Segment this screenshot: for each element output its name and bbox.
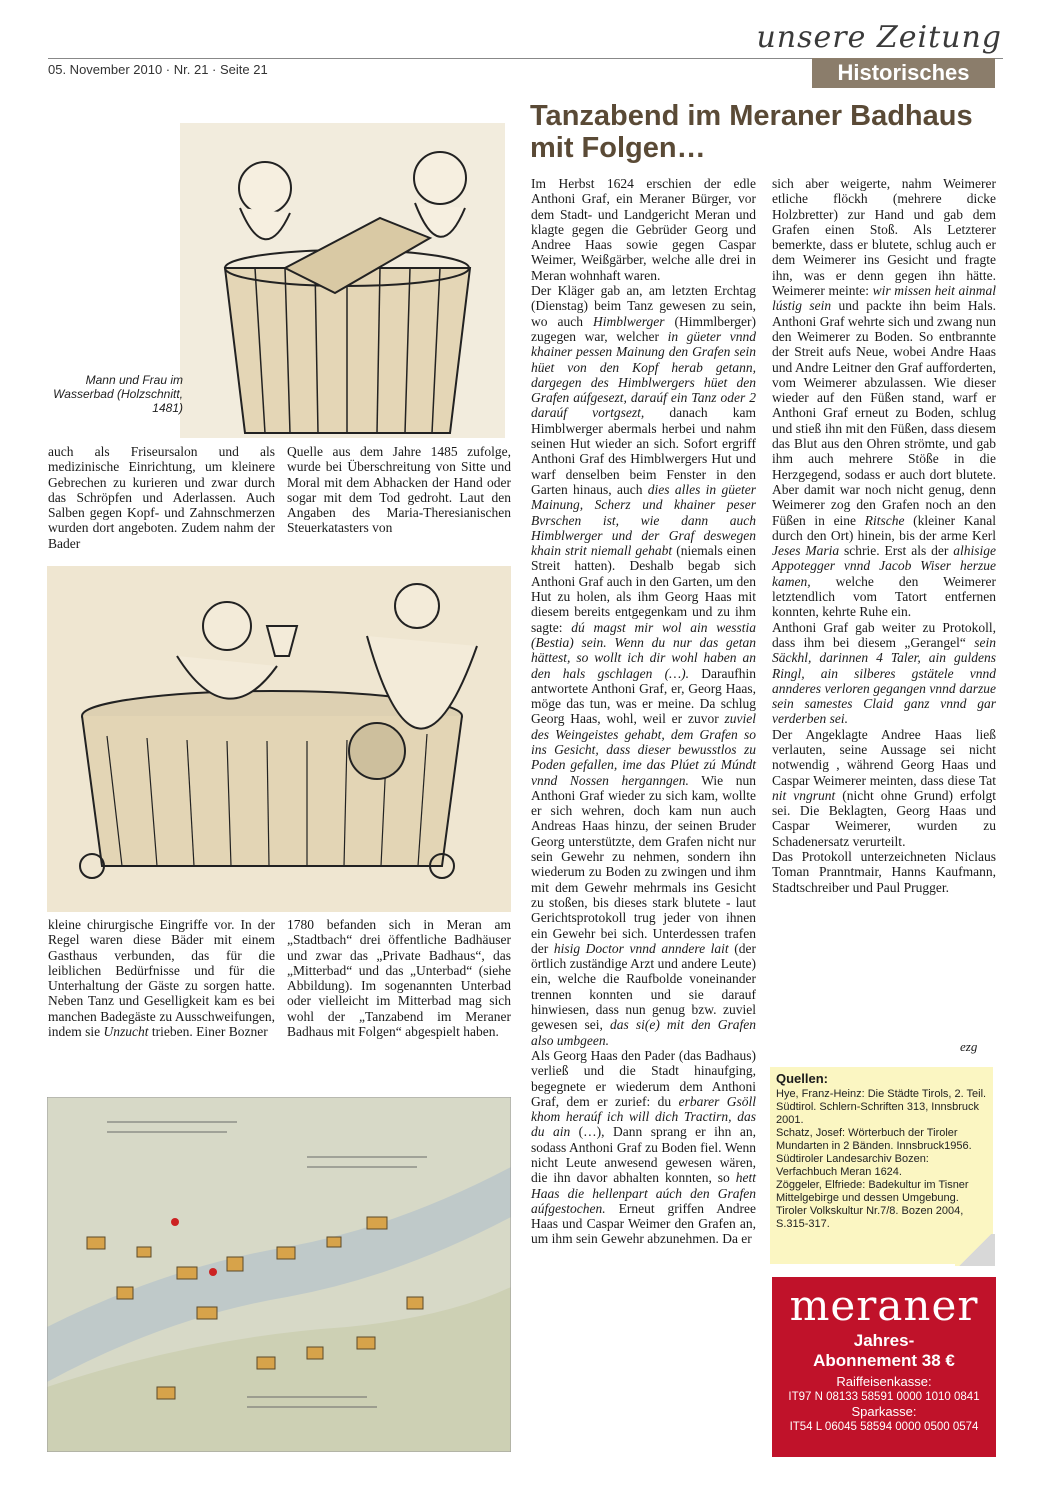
left-col-a2: [287, 444, 511, 536]
ad-bank-label: Raiffeisenkasse:: [836, 1374, 932, 1389]
source-item: Hye, Franz-Heinz: Die Städte Tirols, 2. Teil. Südtirol. Schlern-Schriften 313, Innsbruck 2001.: [776, 1088, 987, 1126]
paragraph: Der Angeklagte Andree Haas ließ verlauten, seine Aussage sei nicht notwendig , während Georg Haas und Caspar Weimerer meinten, dass diese Tat nit vngrunt (nicht ohne Grund) erfolgt sei. Die Beklagten, Georg Haas und Caspar Weimerer, wurden zu Schadenersatz verurteilt.: [772, 726, 996, 849]
newspaper-logo: unsere Zeitung: [756, 20, 1002, 55]
paragraph: kleine chirurgische Eingriffe vor. In der Regel waren diese Bäder mit einem Gasthaus verbunden, das für die leiblichen Bedürfnisse und für die Unterhaltung der Gäste zu sorgen hatte. Neben Tanz und Geselligkeit kam es bei manchen Badegäste zu Ausschweifungen, indem sie Unzucht trieben. Einer Bozner: [48, 917, 275, 1040]
woodcut-image-tub: [47, 566, 511, 912]
left-col-b2: [287, 917, 511, 1039]
page-curl-corner: [955, 1234, 995, 1266]
ad-line: Jahres-: [853, 1331, 915, 1350]
woodcut-caption: Mann und Frau im Wasserbad (Holzschnitt, 1481): [53, 373, 183, 415]
source-item: Zöggeler, Elfriede: Badekultur im Tisner Mittelgebirge und dessen Umgebung. Tiroler Volkskultur Nr.7/8. Bozen 2004, S.315-317.: [776, 1179, 969, 1230]
ad-brand: meraner: [789, 1281, 979, 1330]
left-col-a1: [48, 444, 275, 551]
right-column: [772, 176, 996, 895]
source-item: Südtiroler Landesarchiv Bozen: Verfachbuch Meran 1624.: [776, 1153, 929, 1178]
paragraph: Das Protokoll unterzeichneten Niclaus Toman Pranntmair, Hanns Kaufmann, Stadtschreiber und Paul Prugger.: [772, 849, 996, 895]
left-col-b1: [48, 917, 275, 1039]
ad-bank-label: Sparkasse:: [851, 1404, 917, 1419]
article-headline: Tanzabend im Meraner Badhaus mit Folgen…: [530, 100, 973, 164]
date-line: 05. November 2010 · Nr. 21 · Seite 21: [48, 62, 268, 77]
source-item: Schatz, Josef: Wörterbuch der Tiroler Mundarten in 2 Bänden. Innsbruck1956.: [776, 1127, 972, 1152]
paragraph: Quelle aus dem Jahre 1485 zufolge, wurde bei Überschreitung von Sitte und Moral mit dem Abhacken der Hand oder sogar mit dem Tod gedroht. Laut den Angaben des Maria-Theresianischen Steuerkatasters von: [287, 444, 511, 536]
sources-heading: Quellen:: [776, 1071, 829, 1086]
paragraph: 1780 befanden sich in Meran am „Stadtbach“ drei öffentliche Badhäuser und zwar das „Private Badhaus“, das „Mitterbad“ und das „Unterbad“ (siehe Abbildung). Im sogenannten Unterbad oder vielleicht im Mitterbad mag sich wohl der „Tanzabend im Meraner Badhaus mit Folgen“ abgespielt haben.: [287, 917, 511, 1040]
middle-column: [531, 176, 756, 1247]
section-title: Historisches: [837, 60, 970, 85]
ad-price: Abonnement 38 €: [813, 1351, 955, 1370]
meran-map-image: [47, 1097, 511, 1452]
ad-iban: IT54 L 06045 58594 0000 0500 0574: [789, 1421, 979, 1433]
paragraph: auch als Friseursalon und als medizinische Einrichtung, um kleinere Gebrechen zu kurieren und zwar durch das Schröpfen und Aderlassen. Auch Salben gegen Kopf- und Zahnschmerzen wurden dort angeboten. Zudem nahm der Bader: [48, 444, 275, 551]
paragraph: Im Herbst 1624 erschien der edle Anthoni Graf, ein Meraner Bürger, vor dem Stadt- und Landgericht Meran und klagte gegen die Gebrüder Georg und Andree Haas sowie gegen Caspar Weimer, Weißgärber, welche alle drei in Meran wohnhaft waren.: [531, 176, 756, 283]
paragraph: sich aber weigerte, nahm Weimerer etliche flöckh (mehrere dicke Holzbretter) zur Hand und gab dem Grafen einen Stoß. Als Letzterer bemerkte, dass er blutete, schlug auch er dem Weimerer ins Gesicht und fragte ihn, was er denn gegen ihn hätte. Weimerer meinte: wir missen heit ainmal lústig sein und packte ihn beim Hals. Anthoni Graf wehrte sich und zwang nun den Weimerer zu Boden. So entbrannte der Streit aufs Neue, wobei Andre Haas und Andre Leitner den Graf aufforderten, vom Weimerer abzulassen. Wie dieser wieder auf den Füßen stand, warf er Anthoni Graf erneut zu Boden, schlug und stieß ihn mit den Füßen, dass diesem das Blut aus den Ohren strömte, und gab ihm auch mehrere Stöße in die Herzgegend, sodass er auch dort blutete. Aber damit war noch nicht genug, denn Weimerer zog den Grafen noch an den Füßen in eine Ritsche (kleiner Kanal durch den Ort) hinein, bis der arme Kerl Jeses Maria schrie. Erst als der alhisige Appotegger vnnd Jacob Wiser herzue kamen, welche den Weimerer letztendlich vom Tatort entfernen konnten, kehrte Ruhe ein.: [772, 176, 996, 620]
subscription-ad[interactable]: [772, 1277, 996, 1457]
paragraph: Als Georg Haas den Pader (das Badhaus) verließ und die Stadt hinaufging, begegnete er wiederum dem Anthoni Graf, dem er zurief: du erbarer Gsöll khom heraúf ich will dich Tractirn, das du ain (…), Dann sprang er ihn an, sodass Anthoni Graf zu Boden fiel. Wenn nicht Leute anwesend gewesen wären, die ihn davor abhalten konnten, so hett Haas die hellenpart aúch den Grafen aúfgestochen. Erneut griffen Andree Haas und Caspar Weimer den Grafen an, um ihm sein Gewehr abzunehmen. Da er: [531, 1047, 756, 1247]
paragraph: Der Kläger gab an, am letzten Erchtag (Dienstag) beim Tanz gewesen zu sein, wo auch Himblwerger (Himmlberger) zugegen war, welcher in güeter vnnd khainer pessen Mainung den Grafen sein hüet von den Kopf herab getann, dargegen des Himblwergers hüet den Grafen aúfgesezt, daraúf ein Tanz oder 2 daraúf vortgsezt, danach kam Himblwerger abermals herbei und nahm seinen Hut wieder an sich. Sofort ergriff Anthoni Graf des Himblwergers Hut und warf denselben beim Fenster in den Garten hinaus, auch dies alles in güeter Mainung, Scherz und khainer peser Bvrschen ist, wie dann auch Himblwerger und der Graf deswegen khain strit niemall gehabt (niemals einen Streit hatten). Deshalb begab sich Anthoni Graf auch in den Garten, um den Hut zu holen, als ihm Georg Haas mit diesem bereits entgegenkam und zu ihm sagte: dú magst mir wol ain wesstia (Bestia) sein. Wenn du nur das getan hättest, so wollt ich dir wohl haben an den hals gschlagen (…). Daraufhin antwortete Anthoni Graf, er, Georg Haas, möge das tun, was er meine. Da schlug Georg Haas, wohl, weil er zuvor zuviel des Weingeistes gehabt, dem Grafen so ins Gesicht, dass dieser bewusstlos zu Poden gefallen, ime das Plúet zú Múndt vnnd Nossen herganngen. Wie nun Anthoni Graf wieder zu sich kam, wollte er sich wehren, doch kam nun auch Andreas Haas hinzu, der seinen Bruder Georg unterstützte, dem Grafen nicht nur sein Gewehr zu nehmen, sondern ihn wiederum zu Boden zu zwingen und ihm mit dem Gewehr mehrmals ins Gesicht zu stoßen, bis dieses stark blutete - laut Gerichtsprotokoll trug jeder von ihnen ein Gewehr bei sich. Unterdessen trafen der hisig Doctor vnnd anndere lait (der örtlich zuständige Arzt und andere Leute) ein, welche die Raufbolde voneinander trennen konnten und sie darauf hinwiesen, dass nun genug bzw. zuviel gewesen sei, das si(e) mit den Grafen also umbgeen.: [531, 283, 757, 1048]
author-initials: ezg: [960, 1039, 978, 1054]
ad-iban: IT97 N 08133 58591 0000 1010 0841: [788, 1391, 980, 1403]
paragraph: Anthoni Graf gab weiter zu Protokoll, dass ihm bei diesem „Gerangel“ sein Säckhl, darinnen 4 Taler, ain guldens Ringl, ain silberes gstätele vnnd annderes verloren gegangen vnnd darzue sein samestes Claid ganz vnnd gar verderben sei.: [772, 619, 996, 727]
